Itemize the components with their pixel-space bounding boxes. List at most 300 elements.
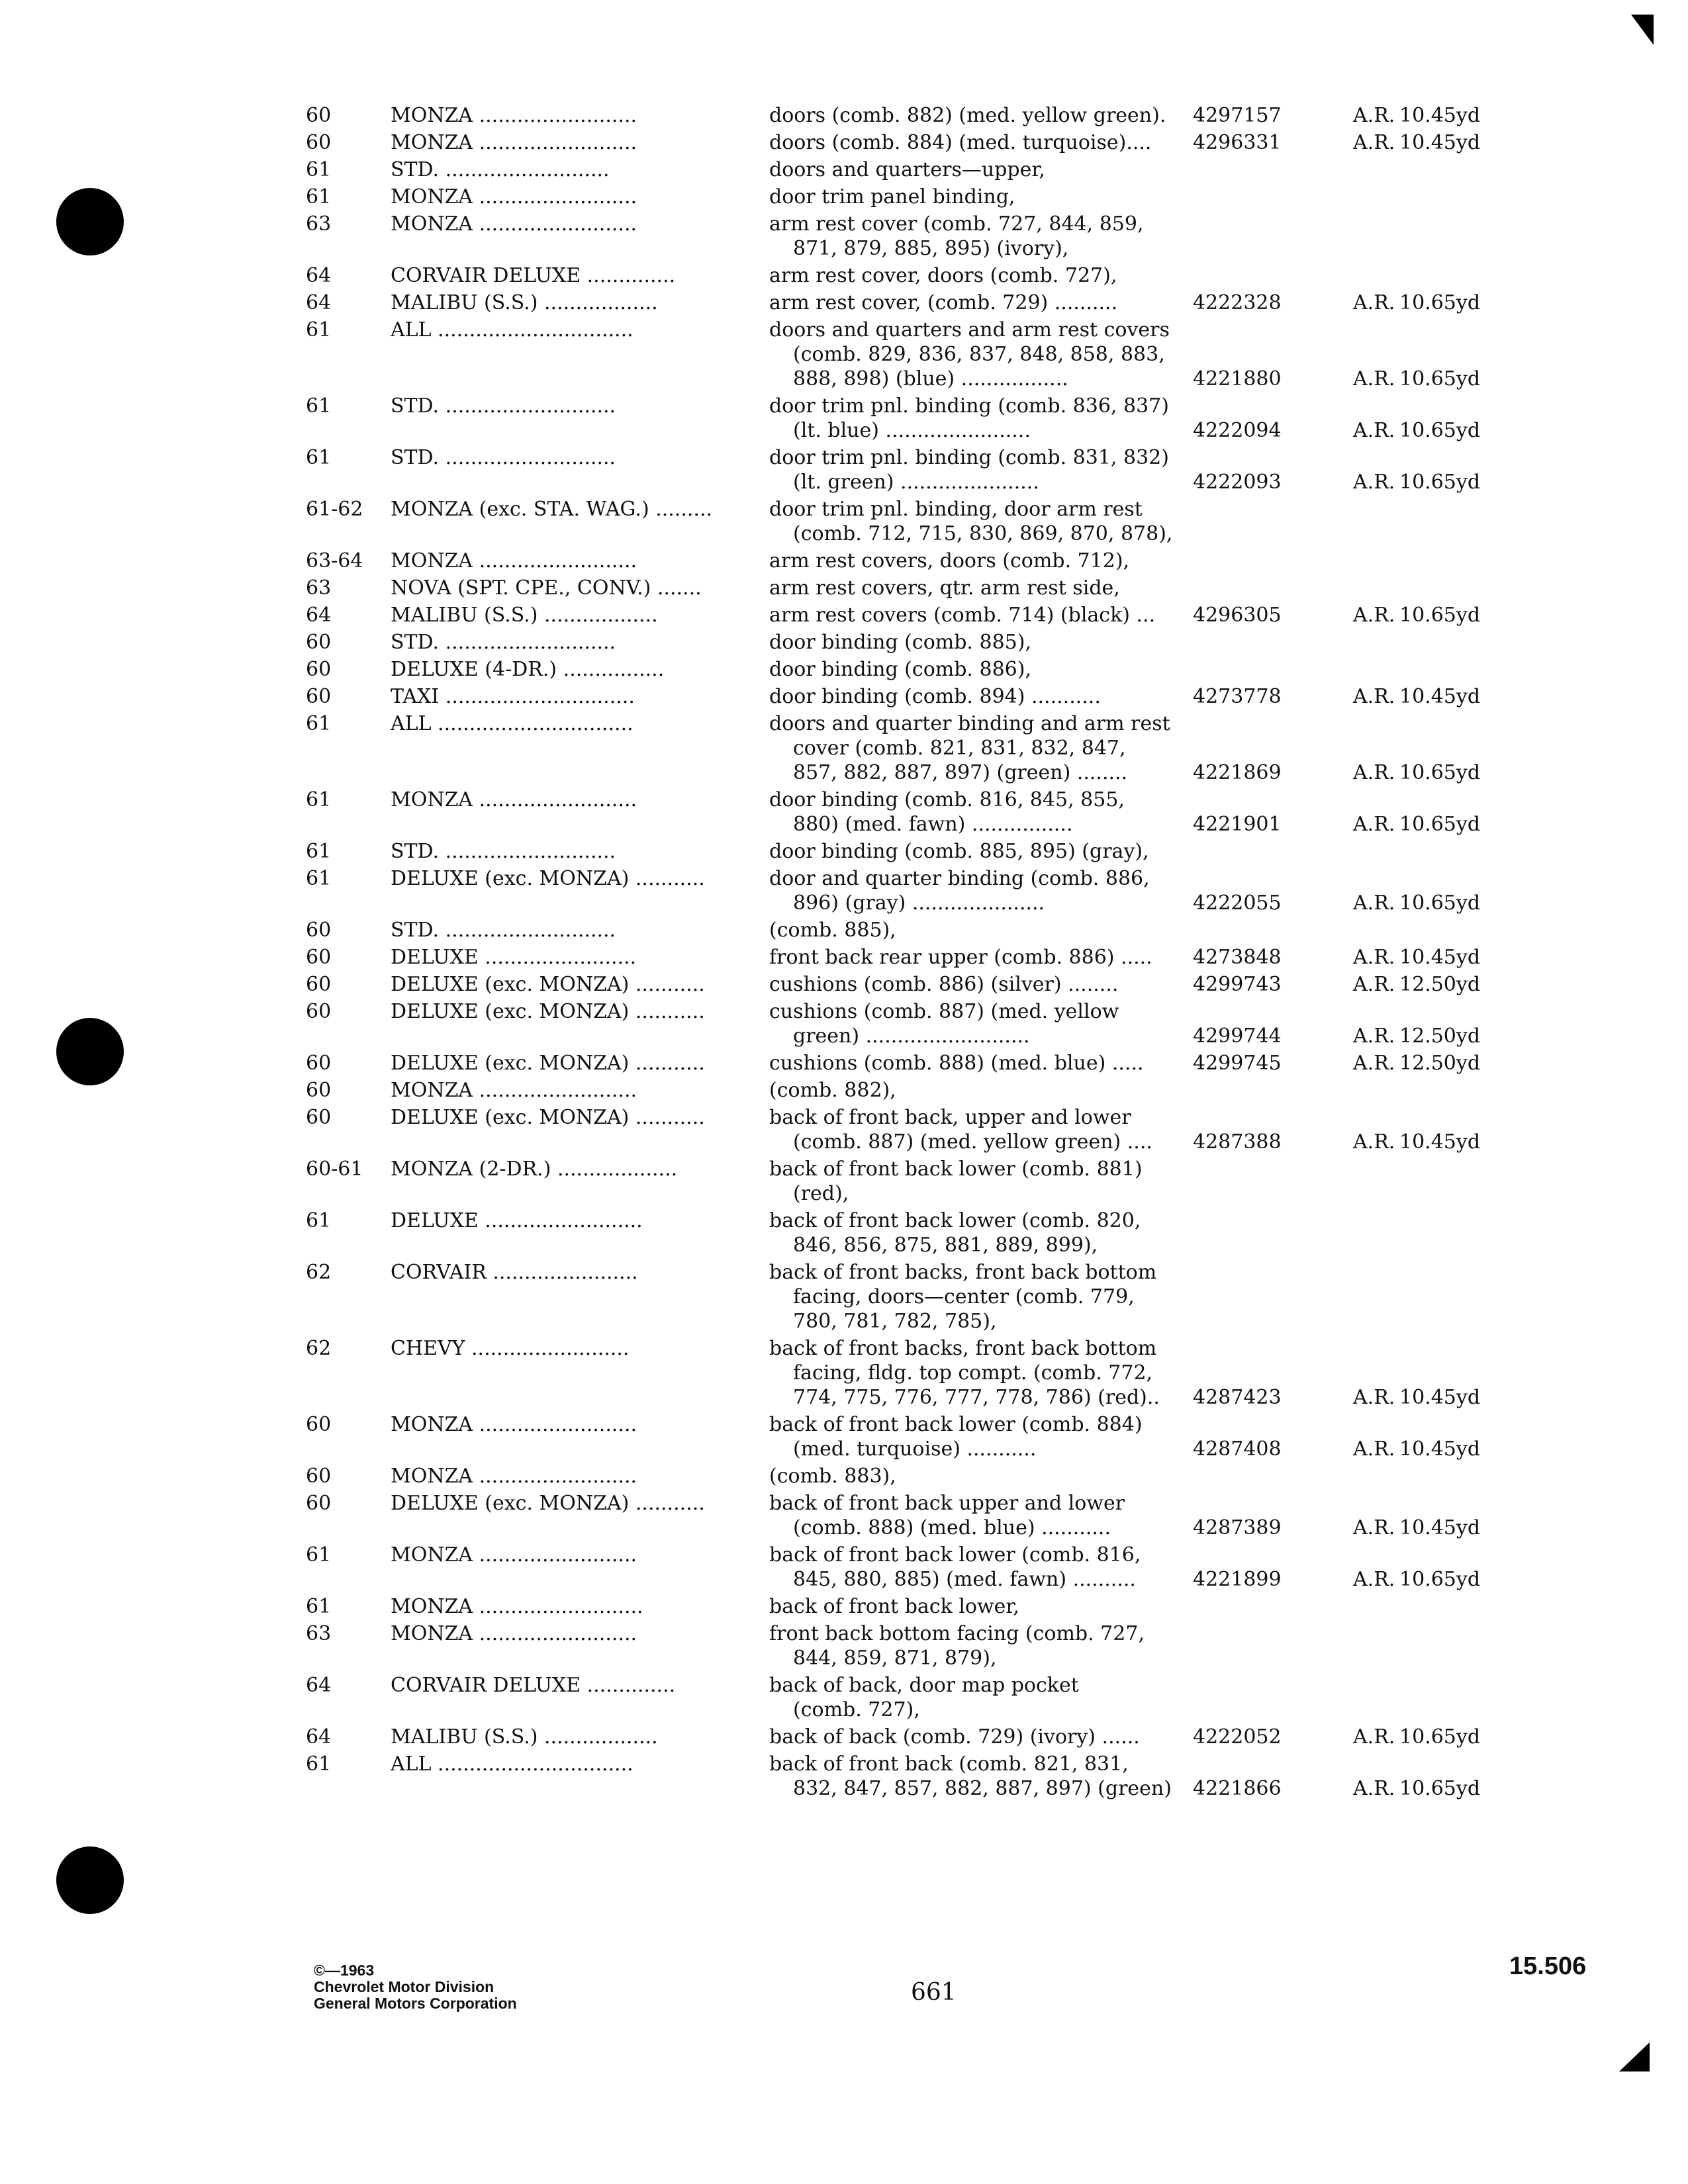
description	[769, 1105, 1193, 1154]
model-year: 64	[306, 1725, 332, 1749]
model-name: STD. ..........................	[391, 158, 610, 181]
model-name: DELUXE (exc. MONZA) ...........	[391, 1000, 705, 1023]
description	[769, 1621, 1193, 1670]
price: 10.65yd	[1399, 604, 1481, 627]
description	[769, 549, 1193, 573]
corner-mark-top-right	[1631, 15, 1658, 45]
description	[769, 1673, 1193, 1722]
description	[769, 1725, 1193, 1749]
description-line: cover (comb. 821, 831, 832, 847,	[793, 737, 1126, 760]
description-line: 857, 882, 887, 897) (green) ........	[793, 761, 1128, 784]
description-line: 871, 879, 885, 895) (ivory),	[793, 237, 1069, 260]
description-line: 896) (gray) .....................	[793, 891, 1045, 915]
description-line: cushions (comb. 888) (med. blue) .....	[769, 1052, 1144, 1075]
description-line: (lt. blue) .......................	[793, 419, 1031, 442]
price: 12.50yd	[1399, 973, 1481, 996]
description-line: (comb. 712, 715, 830, 869, 870, 878),	[793, 522, 1173, 545]
description	[769, 918, 1193, 942]
table-row	[306, 1491, 1530, 1540]
model-year: 60	[306, 946, 332, 969]
part-number: 4296331	[1193, 131, 1282, 154]
description	[769, 576, 1193, 600]
price: 12.50yd	[1399, 1024, 1481, 1048]
table-row	[306, 603, 1530, 627]
description	[769, 788, 1193, 837]
description-line: (comb. 885),	[769, 919, 896, 942]
part-number: 4221880	[1193, 367, 1282, 390]
description-line: arm rest covers, doors (comb. 712),	[769, 549, 1130, 572]
table-row	[306, 1594, 1530, 1619]
model-name: MONZA .........................	[391, 1543, 637, 1567]
part-number: 4221866	[1193, 1777, 1282, 1800]
model-year: 60	[306, 131, 332, 154]
model-name: MONZA ..........................	[391, 1595, 643, 1618]
table-row	[306, 1464, 1530, 1488]
description-line: (comb. 727),	[793, 1698, 920, 1721]
description	[769, 497, 1193, 546]
description	[769, 1260, 1193, 1334]
description	[769, 839, 1193, 864]
table-row	[306, 263, 1530, 288]
quantity: A.R.	[1353, 1386, 1395, 1409]
description	[769, 103, 1193, 128]
parts-table	[306, 103, 1530, 1803]
copyright-block	[314, 1962, 517, 2012]
model-name: DELUXE (exc. MONZA) ...........	[391, 1106, 705, 1129]
model-year: 63	[306, 1622, 332, 1645]
model-year: 61	[306, 840, 332, 863]
table-row	[306, 394, 1530, 443]
description	[769, 1594, 1193, 1619]
model-year: 62	[306, 1337, 332, 1360]
description	[769, 657, 1193, 682]
description-line: (comb. 829, 836, 837, 848, 858, 883,	[793, 343, 1165, 366]
table-row	[306, 711, 1530, 785]
description-line: facing, doors—center (comb. 779,	[793, 1285, 1135, 1308]
description-line: door trim panel binding,	[769, 185, 1015, 208]
quantity: A.R.	[1353, 604, 1395, 627]
model-year: 61	[306, 1752, 332, 1776]
part-number: 4287389	[1193, 1516, 1282, 1539]
model-year: 60-61	[306, 1158, 363, 1181]
model-name: MONZA .........................	[391, 1622, 637, 1645]
model-name: NOVA (SPT. CPE., CONV.) .......	[391, 576, 702, 600]
model-name: STD. ...........................	[391, 840, 616, 863]
description-line: back of front back, upper and lower	[769, 1106, 1131, 1129]
model-name: MONZA (2-DR.) ...................	[391, 1158, 678, 1181]
model-year: 60	[306, 685, 332, 708]
quantity: A.R.	[1353, 1130, 1395, 1154]
model-year: 61	[306, 1595, 332, 1618]
table-row	[306, 130, 1530, 155]
model-year: 61	[306, 318, 332, 341]
description-line: front back rear upper (comb. 886) .....	[769, 946, 1152, 969]
price: 10.45yd	[1399, 104, 1481, 127]
model-year: 61	[306, 788, 332, 811]
table-row	[306, 1621, 1530, 1670]
model-name: ALL ...............................	[391, 712, 633, 735]
description	[769, 263, 1193, 288]
model-name: MONZA .........................	[391, 1079, 637, 1102]
part-number: 4221899	[1193, 1568, 1282, 1591]
description	[769, 158, 1193, 182]
model-name: MONZA .........................	[391, 185, 637, 208]
model-name: MALIBU (S.S.) ..................	[391, 604, 658, 627]
table-row	[306, 1157, 1530, 1206]
price: 10.45yd	[1399, 1386, 1481, 1409]
description-line: (comb. 888) (med. blue) ...........	[793, 1516, 1111, 1539]
model-year: 61	[306, 712, 332, 735]
description-line: door and quarter binding (comb. 886,	[769, 867, 1150, 890]
description	[769, 1543, 1193, 1592]
description-line: arm rest cover, (comb. 729) ..........	[769, 291, 1118, 314]
model-name: DELUXE (4-DR.) ................	[391, 658, 665, 681]
description	[769, 684, 1193, 709]
model-year: 61	[306, 446, 332, 469]
copyright-line: ©—1963	[314, 1962, 375, 1979]
description	[769, 291, 1193, 315]
model-name: MALIBU (S.S.) ..................	[391, 291, 658, 314]
model-name: CORVAIR DELUXE ..............	[391, 264, 676, 287]
description	[769, 130, 1193, 155]
model-name: CORVAIR DELUXE ..............	[391, 1674, 676, 1697]
price: 10.65yd	[1399, 813, 1481, 836]
part-number: 4287423	[1193, 1386, 1282, 1409]
part-number: 4222094	[1193, 419, 1282, 442]
page-number: 661	[911, 1979, 957, 2006]
table-row	[306, 103, 1530, 128]
price: 10.65yd	[1399, 419, 1481, 442]
description-line: doors (comb. 882) (med. yellow green).	[769, 104, 1166, 127]
binder-hole-bottom	[56, 1846, 124, 1914]
description-line: back of front back (comb. 821, 831,	[769, 1752, 1129, 1776]
table-row	[306, 445, 1530, 494]
table-row	[306, 1260, 1530, 1334]
model-year: 61-62	[306, 498, 363, 521]
description-line: door binding (comb. 894) ...........	[769, 685, 1101, 708]
model-year: 61	[306, 185, 332, 208]
description	[769, 1491, 1193, 1540]
quantity: A.R.	[1353, 291, 1395, 314]
model-year: 60	[306, 631, 332, 654]
part-number: 4222328	[1193, 291, 1282, 314]
model-name: MONZA (exc. STA. WAG.) .........	[391, 498, 713, 521]
model-name: DELUXE ........................	[391, 946, 637, 969]
model-year: 64	[306, 604, 332, 627]
model-name: MONZA .........................	[391, 104, 637, 127]
model-year: 60	[306, 658, 332, 681]
price: 10.65yd	[1399, 761, 1481, 784]
description	[769, 1412, 1193, 1461]
table-row	[306, 318, 1530, 391]
description-line: back of back (comb. 729) (ivory) ......	[769, 1725, 1140, 1749]
model-year: 60	[306, 1106, 332, 1129]
part-number: 4273848	[1193, 946, 1282, 969]
table-row	[306, 185, 1530, 209]
price: 10.65yd	[1399, 1725, 1481, 1749]
model-year: 60	[306, 1465, 332, 1488]
part-number: 4221901	[1193, 813, 1282, 836]
table-row	[306, 158, 1530, 182]
quantity: A.R.	[1353, 471, 1395, 494]
price: 10.45yd	[1399, 1130, 1481, 1154]
description-line: back of front back lower (comb. 816,	[769, 1543, 1141, 1567]
description-line: arm rest cover, doors (comb. 727),	[769, 264, 1117, 287]
table-row	[306, 1078, 1530, 1103]
description-line: back of front back lower (comb. 881)	[769, 1158, 1143, 1181]
description-line: 780, 781, 782, 785),	[793, 1310, 997, 1333]
description	[769, 1051, 1193, 1075]
model-name: STD. ...........................	[391, 446, 616, 469]
description-line: doors and quarter binding and arm rest	[769, 712, 1170, 735]
description	[769, 318, 1193, 391]
quantity: A.R.	[1353, 131, 1395, 154]
table-row	[306, 1105, 1530, 1154]
description-line: door trim pnl. binding (comb. 836, 837)	[769, 394, 1169, 418]
description	[769, 1078, 1193, 1103]
model-name: MONZA .........................	[391, 1413, 637, 1436]
model-year: 60	[306, 1492, 332, 1515]
description-line: (med. turquoise) ...........	[793, 1437, 1037, 1461]
model-year: 63-64	[306, 549, 363, 572]
description-line: door binding (comb. 886),	[769, 658, 1031, 681]
quantity: A.R.	[1353, 419, 1395, 442]
model-year: 61	[306, 867, 332, 890]
binder-hole-middle	[56, 1018, 124, 1085]
part-number: 4299744	[1193, 1024, 1282, 1048]
quantity: A.R.	[1353, 1725, 1395, 1749]
table-row	[306, 630, 1530, 655]
table-row	[306, 1336, 1530, 1410]
table-row	[306, 918, 1530, 942]
model-year: 60	[306, 1079, 332, 1102]
description-line: door binding (comb. 885),	[769, 631, 1031, 654]
table-row	[306, 1725, 1530, 1749]
quantity: A.R.	[1353, 1516, 1395, 1539]
description	[769, 866, 1193, 915]
table-row	[306, 1412, 1530, 1461]
model-year: 60	[306, 1052, 332, 1075]
model-name: DELUXE .........................	[391, 1209, 643, 1232]
table-row	[306, 866, 1530, 915]
price: 12.50yd	[1399, 1052, 1481, 1075]
table-row	[306, 212, 1530, 261]
description-line: arm rest covers (comb. 714) (black) ...	[769, 604, 1156, 627]
part-number: 4297157	[1193, 104, 1282, 127]
description-line: 846, 856, 875, 881, 889, 899),	[793, 1234, 1098, 1257]
model-name: DELUXE (exc. MONZA) ...........	[391, 867, 705, 890]
table-row	[306, 945, 1530, 970]
table-row	[306, 839, 1530, 864]
model-name: STD. ...........................	[391, 631, 616, 654]
table-row	[306, 1673, 1530, 1722]
description-line: back of front backs, front back bottom	[769, 1337, 1157, 1360]
price: 10.65yd	[1399, 367, 1481, 390]
description-line: door trim pnl. binding, door arm rest	[769, 498, 1143, 521]
description	[769, 185, 1193, 209]
model-name: DELUXE (exc. MONZA) ...........	[391, 1492, 705, 1515]
model-year: 62	[306, 1261, 332, 1284]
model-name: MONZA .........................	[391, 212, 637, 236]
part-number: 4222052	[1193, 1725, 1282, 1749]
description-line: arm rest covers, qtr. arm rest side,	[769, 576, 1120, 600]
quantity: A.R.	[1353, 367, 1395, 390]
description	[769, 972, 1193, 997]
price: 10.65yd	[1399, 1568, 1481, 1591]
description-line: 880) (med. fawn) ................	[793, 813, 1073, 836]
model-name: STD. ...........................	[391, 394, 616, 418]
model-name: MALIBU (S.S.) ..................	[391, 1725, 658, 1749]
description-line: back of front backs, front back bottom	[769, 1261, 1157, 1284]
model-year: 61	[306, 1543, 332, 1567]
model-name: STD. ...........................	[391, 919, 616, 942]
description-line: (lt. green) ......................	[793, 471, 1039, 494]
description-line: front back bottom facing (comb. 727,	[769, 1622, 1145, 1645]
binder-hole-top	[56, 188, 124, 255]
description-line: (comb. 882),	[769, 1079, 896, 1102]
description-line: cushions (comb. 886) (silver) ........	[769, 973, 1119, 996]
model-year: 61	[306, 394, 332, 418]
quantity: A.R.	[1353, 1777, 1395, 1800]
description-line: back of back, door map pocket	[769, 1674, 1079, 1697]
description	[769, 1208, 1193, 1257]
model-year: 60	[306, 973, 332, 996]
corner-mark-bottom-right	[1619, 2042, 1650, 2071]
description-line: back of front back lower,	[769, 1595, 1020, 1618]
description-line: back of front back lower (comb. 884)	[769, 1413, 1143, 1436]
table-row	[306, 1051, 1530, 1075]
part-number: 4287408	[1193, 1437, 1282, 1461]
table-row	[306, 549, 1530, 573]
model-name: MONZA .........................	[391, 1465, 637, 1488]
model-name: ALL ...............................	[391, 1752, 633, 1776]
description-line: 844, 859, 871, 879),	[793, 1647, 997, 1670]
description-line: (red),	[793, 1182, 849, 1205]
description-line: doors (comb. 884) (med. turquoise)....	[769, 131, 1152, 154]
description-line: doors and quarters—upper,	[769, 158, 1045, 181]
description-line: (comb. 883),	[769, 1465, 896, 1488]
price: 10.45yd	[1399, 1437, 1481, 1461]
quantity: A.R.	[1353, 1052, 1395, 1075]
description-line: door trim pnl. binding (comb. 831, 832)	[769, 446, 1169, 469]
table-row	[306, 291, 1530, 315]
model-name: CORVAIR .......................	[391, 1261, 638, 1284]
quantity: A.R.	[1353, 891, 1395, 915]
price: 10.45yd	[1399, 1516, 1481, 1539]
table-row	[306, 657, 1530, 682]
division-line: Chevrolet Motor Division	[314, 1978, 494, 1995]
model-name: MONZA .........................	[391, 131, 637, 154]
table-row	[306, 972, 1530, 997]
part-number: 4299743	[1193, 973, 1282, 996]
model-year: 61	[306, 158, 332, 181]
table-row	[306, 684, 1530, 709]
price: 10.45yd	[1399, 131, 1481, 154]
part-number: 4287388	[1193, 1130, 1282, 1154]
price: 10.45yd	[1399, 685, 1481, 708]
part-number: 4299745	[1193, 1052, 1282, 1075]
table-row	[306, 1208, 1530, 1257]
model-name: CHEVY .........................	[391, 1337, 630, 1360]
quantity: A.R.	[1353, 685, 1395, 708]
quantity: A.R.	[1353, 1024, 1395, 1048]
description-line: arm rest cover (comb. 727, 844, 859,	[769, 212, 1144, 236]
description-line: 845, 880, 885) (med. fawn) ..........	[793, 1568, 1136, 1591]
description-line: back of front back upper and lower	[769, 1492, 1125, 1515]
description-line: door binding (comb. 816, 845, 855,	[769, 788, 1125, 811]
model-year: 64	[306, 1674, 332, 1697]
table-row	[306, 1543, 1530, 1592]
model-year: 60	[306, 1413, 332, 1436]
description	[769, 1336, 1193, 1410]
description	[769, 445, 1193, 494]
description	[769, 1157, 1193, 1206]
description	[769, 212, 1193, 261]
corporation-line: General Motors Corporation	[314, 1995, 517, 2012]
description-line: 774, 775, 776, 777, 778, 786) (red)..	[793, 1386, 1160, 1409]
model-year: 61	[306, 1209, 332, 1232]
part-number: 4222055	[1193, 891, 1282, 915]
table-row	[306, 1752, 1530, 1801]
quantity: A.R.	[1353, 1568, 1395, 1591]
description	[769, 1464, 1193, 1488]
price: 10.65yd	[1399, 471, 1481, 494]
quantity: A.R.	[1353, 813, 1395, 836]
model-year: 60	[306, 1000, 332, 1023]
description	[769, 999, 1193, 1048]
description-line: cushions (comb. 887) (med. yellow	[769, 1000, 1119, 1023]
part-number: 4221869	[1193, 761, 1282, 784]
price: 10.65yd	[1399, 891, 1481, 915]
description	[769, 1752, 1193, 1801]
description-line: 832, 847, 857, 882, 887, 897) (green)	[793, 1777, 1172, 1800]
model-year: 63	[306, 576, 332, 600]
table-row	[306, 999, 1530, 1048]
description	[769, 603, 1193, 627]
part-number: 4222093	[1193, 471, 1282, 494]
description-line: doors and quarters and arm rest covers	[769, 318, 1170, 341]
quantity: A.R.	[1353, 104, 1395, 127]
quantity: A.R.	[1353, 1437, 1395, 1461]
part-number: 4296305	[1193, 604, 1282, 627]
table-row	[306, 497, 1530, 546]
model-year: 63	[306, 212, 332, 236]
table-row	[306, 788, 1530, 837]
price: 10.65yd	[1399, 1777, 1481, 1800]
model-name: MONZA .........................	[391, 549, 637, 572]
description-line: facing, fldg. top compt. (comb. 772,	[793, 1361, 1153, 1385]
model-year: 60	[306, 104, 332, 127]
quantity: A.R.	[1353, 761, 1395, 784]
description-line: 888, 898) (blue) .................	[793, 367, 1068, 390]
description	[769, 394, 1193, 443]
description-line: (comb. 887) (med. yellow green) ....	[793, 1130, 1152, 1154]
description	[769, 711, 1193, 785]
description-line: back of front back lower (comb. 820,	[769, 1209, 1141, 1232]
model-name: DELUXE (exc. MONZA) ...........	[391, 973, 705, 996]
quantity: A.R.	[1353, 973, 1395, 996]
model-name: DELUXE (exc. MONZA) ...........	[391, 1052, 705, 1075]
part-number: 4273778	[1193, 685, 1282, 708]
model-name: TAXI ..............................	[391, 685, 635, 708]
model-year: 64	[306, 291, 332, 314]
description-line: door binding (comb. 885, 895) (gray),	[769, 840, 1149, 863]
description	[769, 630, 1193, 655]
description-line: green) ..........................	[793, 1024, 1030, 1048]
model-name: ALL ...............................	[391, 318, 633, 341]
price: 10.65yd	[1399, 291, 1481, 314]
model-name: MONZA .........................	[391, 788, 637, 811]
